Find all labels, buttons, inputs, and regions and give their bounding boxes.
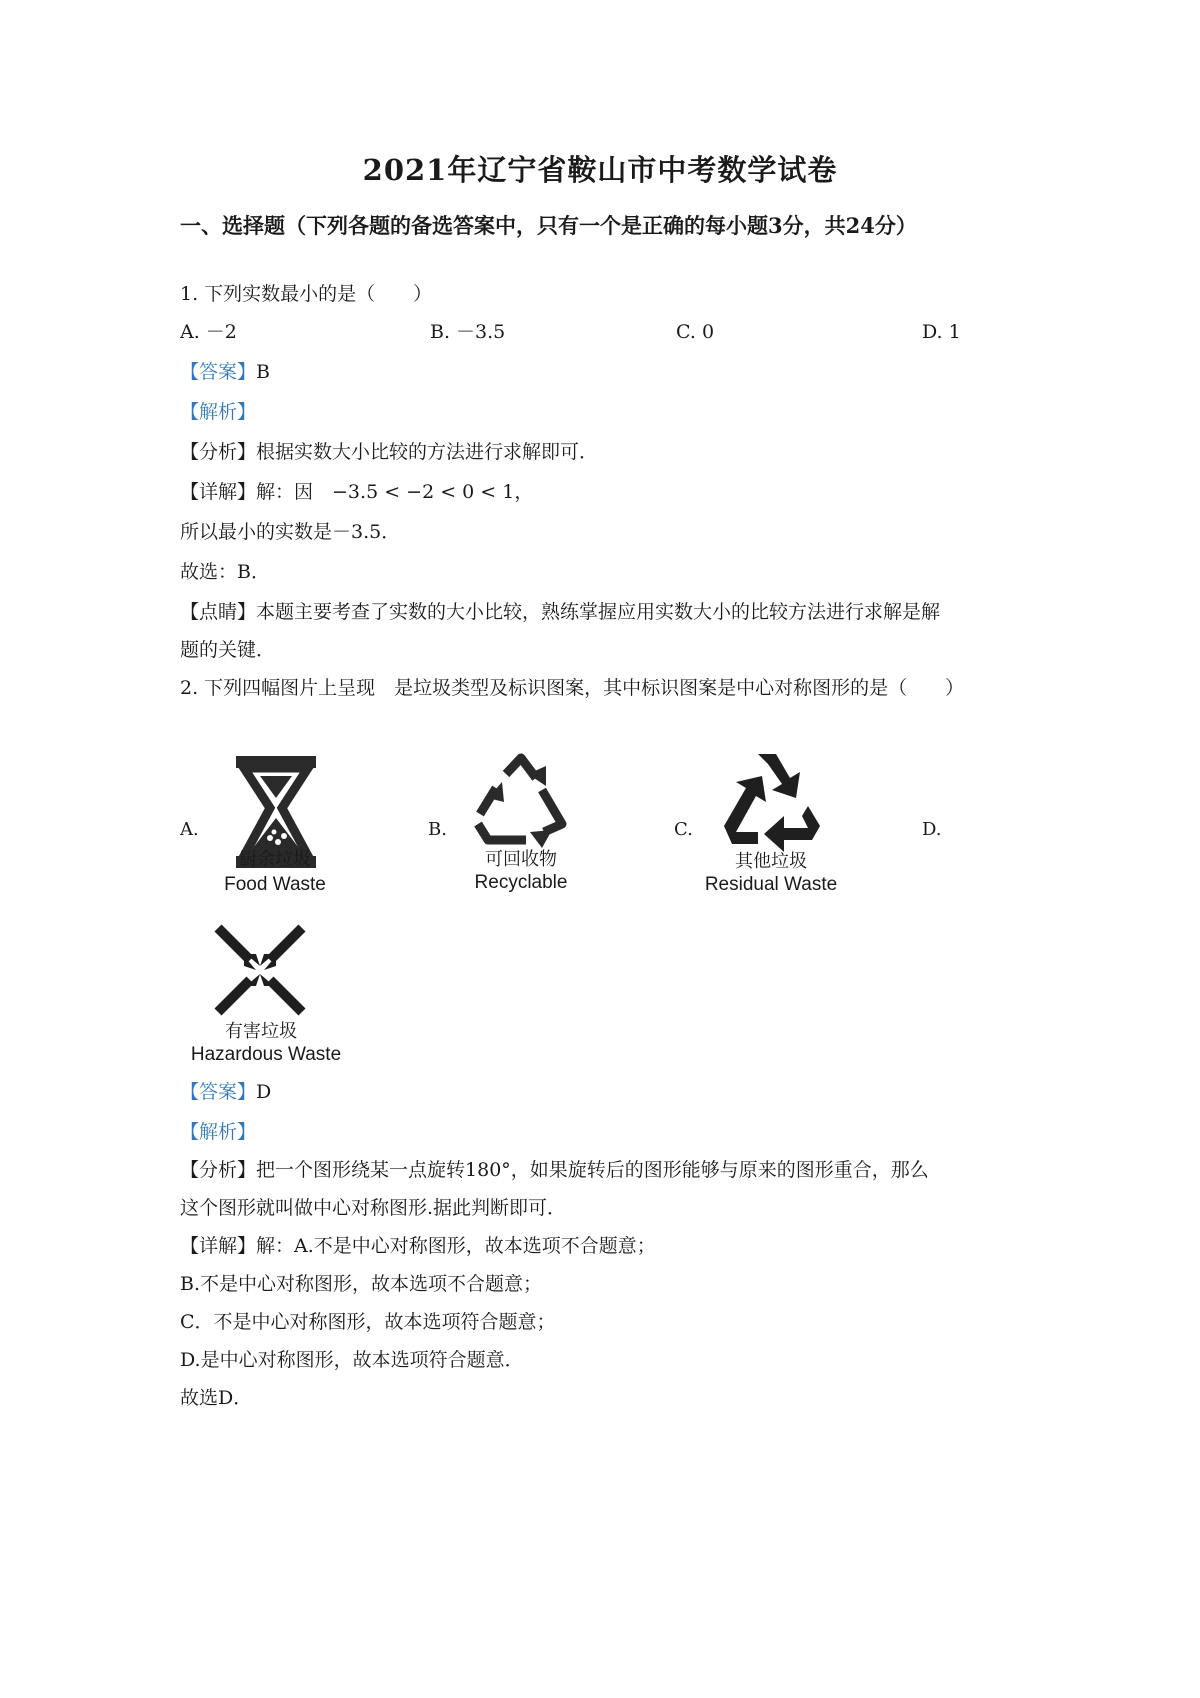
q1-option-c: C. 0: [676, 321, 715, 343]
xiangjie-text: 解：A.不是中心对称图形，故本选项不合题意；: [256, 1235, 656, 1257]
dianjing-tag: 【点睛】: [180, 601, 257, 623]
xiangjie-tag: 【详解】: [180, 481, 257, 503]
fenxi-tag: 【分析】: [180, 441, 257, 463]
answer-tag: 【答案】: [180, 1081, 257, 1103]
caption-en-b: Recyclable: [474, 872, 568, 893]
fenxi-text: 把一个图形绕某一点旋转180°，如果旋转后的图形能够与原来的图形重合，那么: [256, 1159, 929, 1181]
q1-stem: 1. 下列实数最小的是（ ）: [180, 283, 433, 305]
q1-dianjing-cont: 题的关键．: [180, 639, 276, 661]
q2-option-d-letter: D.: [922, 819, 942, 840]
q2-fenxi: [180, 1158, 929, 1182]
q2-fenxi-cont: 这个图形就叫做中心对称图形.据此判断即可．: [180, 1197, 567, 1219]
q1-fenxi: [180, 440, 598, 464]
caption-cn-b: 可回收物: [485, 849, 557, 870]
fenxi-text: 根据实数大小比较的方法进行求解即可．: [256, 441, 599, 463]
q2-option-b-letter: B.: [428, 819, 447, 840]
section-heading: 一、选择题（下列各题的备选答案中，只有一个是正确的每小题3分，共24分）: [180, 213, 917, 238]
answer-value: D: [256, 1081, 272, 1103]
caption-en-a: Food Waste: [224, 874, 326, 895]
q1-option-b: B. －3.5: [430, 321, 506, 343]
q2-line-b: B.不是中心对称图形，故本选项不合题意；: [180, 1273, 543, 1295]
xiangjie-text: 解：因 −3.5 < −2 < 0 < 1，: [256, 481, 534, 503]
q1-conclusion: 所以最小的实数是－3.5．: [180, 521, 401, 543]
residual-triangle-icon: [716, 748, 826, 858]
q1-xiangjie: [180, 480, 533, 504]
q2-answer: [180, 1080, 271, 1104]
q1-option-d: D. 1: [922, 321, 961, 343]
q2-choice: 故选D．: [180, 1387, 253, 1409]
answer-tag: 【答案】: [180, 361, 257, 383]
xiangjie-tag: 【详解】: [180, 1235, 257, 1257]
q2-line-c: C．不是中心对称图形，故本选项符合题意；: [180, 1311, 556, 1333]
q2-option-a-letter: A.: [180, 819, 199, 840]
answer-value: B: [256, 361, 270, 383]
q2-analysis-tag: 【解析】: [180, 1121, 257, 1143]
q1-analysis-tag: 【解析】: [180, 401, 257, 423]
caption-cn-a: 厨余垃圾: [239, 849, 311, 870]
caption-en-c: Residual Waste: [704, 874, 838, 895]
q2-xiangjie: [180, 1234, 656, 1258]
q1-choice: 故选：B．: [180, 561, 270, 583]
caption-cn-c: 其他垃圾: [735, 851, 807, 872]
dianjing-text: 本题主要考查了实数的大小比较，熟练掌握应用实数大小的比较方法进行求解是解: [256, 601, 941, 623]
q2-line-d: D.是中心对称图形，故本选项符合题意．: [180, 1349, 524, 1371]
q1-dianjing: [180, 600, 940, 624]
fenxi-tag: 【分析】: [180, 1159, 257, 1181]
q2-stem: 2. 下列四幅图片上呈现 是垃圾类型及标识图案，其中标识图案是中心对称图形的是（ ）: [180, 677, 965, 699]
caption-cn-d: 有害垃圾: [225, 1021, 297, 1042]
hazard-x-icon: [210, 920, 310, 1020]
page-title: 2021年辽宁省鞍山市中考数学试卷: [362, 153, 838, 187]
recycle-icon: [466, 752, 576, 852]
caption-en-d: Hazardous Waste: [190, 1044, 342, 1065]
q1-option-a: A. －2: [180, 321, 237, 343]
q2-option-c-letter: C.: [674, 819, 693, 840]
q1-answer: [180, 360, 270, 384]
